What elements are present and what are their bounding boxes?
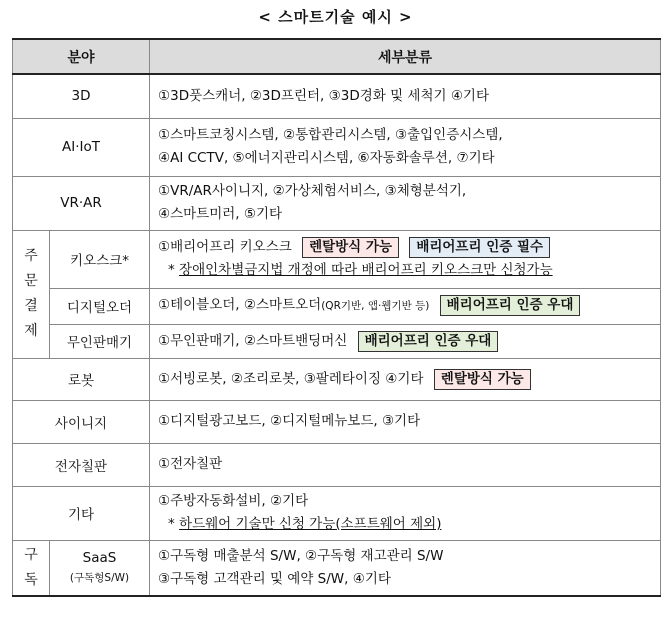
rental-badge: 렌탈방식 가능	[434, 369, 531, 390]
unmanned-items: ①무인판매기, ②스마트밴딩머신	[158, 332, 348, 349]
barrier-free-preferred-badge: 배리어프리 인증 우대	[358, 331, 499, 352]
detail-line: ④스마트미러, ⑤기타	[158, 206, 283, 222]
vertical-char: 제	[24, 323, 38, 339]
vertical-char: 결	[24, 298, 38, 314]
detail-line	[158, 236, 660, 259]
table-row	[13, 230, 661, 288]
vertical-char: 구	[24, 546, 38, 563]
table-row	[13, 400, 661, 443]
vertical-char: 문	[24, 273, 38, 289]
table-row	[13, 324, 661, 358]
kiosk-note	[158, 259, 660, 282]
barrier-free-required-badge: 배리어프리 인증 필수	[409, 237, 550, 258]
note-text: 장애인차별금지법 개정에 따라 배리어프리 키오스크만 신청가능	[179, 262, 553, 278]
detail-etc	[150, 486, 661, 540]
category-aiot: AI·IoT	[13, 118, 150, 176]
vertical-char: 주	[24, 248, 38, 264]
saas-label: SaaS	[82, 549, 117, 566]
table-row	[13, 443, 661, 486]
table-row	[13, 486, 661, 540]
category-digital-order: 디지털오더	[50, 288, 150, 324]
table-row	[13, 358, 661, 400]
detail-unmanned	[150, 324, 661, 358]
category-saas	[50, 540, 150, 596]
table-row	[13, 540, 661, 596]
note-marker: *	[168, 262, 175, 278]
table-row	[13, 74, 661, 118]
robot-items: ①서빙로봇, ②조리로봇, ③팔레타이징 ④기타	[158, 370, 424, 387]
category-subscription	[13, 540, 50, 596]
note-text: 하드웨어 기술만 신청 가능(소프트웨어 제외)	[179, 516, 442, 532]
detail-line: ③구독형 고객관리 및 예약 S/W, ④기타	[158, 570, 391, 587]
category-order-payment	[13, 230, 50, 358]
detail-3d: ①3D풋스캐너, ②3D프린터, ③3D경화 및 세척기 ④기타	[150, 74, 661, 118]
detail-aiot	[150, 118, 661, 176]
detail-saas	[150, 540, 661, 596]
detail-vrar	[150, 176, 661, 230]
etc-note	[158, 513, 660, 536]
detail-signage: ①디지털광고보드, ②디지털메뉴보드, ③기타	[150, 400, 661, 443]
page-title: < 스마트기술 예시 >	[258, 8, 413, 26]
detail-digital-order	[150, 288, 661, 324]
category-robot: 로봇	[13, 358, 150, 400]
detail-e-board: ①전자칠판	[150, 443, 661, 486]
kiosk-item: ①배리어프리 키오스크	[158, 239, 292, 255]
header-detail: 세부분류	[150, 39, 661, 74]
category-vrar: VR·AR	[13, 176, 150, 230]
category-e-board: 전자칠판	[13, 443, 150, 486]
detail-kiosk	[150, 230, 661, 288]
category-signage: 사이니지	[13, 400, 150, 443]
note-marker: *	[168, 516, 175, 532]
detail-line: ①주방자동화설비, ②기타	[158, 493, 309, 509]
table-row	[13, 118, 661, 176]
category-kiosk: 키오스크*	[50, 230, 150, 288]
table-row	[13, 176, 661, 230]
digital-order-sub: (QR기반, 앱·웹기반 등)	[321, 300, 430, 312]
detail-robot	[150, 358, 661, 400]
table-row	[13, 288, 661, 324]
table-header-row	[13, 39, 661, 74]
smart-tech-table	[12, 38, 661, 597]
category-unmanned: 무인판매기	[50, 324, 150, 358]
rental-badge: 렌탈방식 가능	[302, 237, 399, 258]
barrier-free-preferred-badge: 배리어프리 인증 우대	[440, 295, 581, 316]
digital-order-items: ①테이블오더, ②스마트오더	[158, 297, 322, 313]
detail-line: ④AI CCTV, ⑤에너지관리시스템, ⑥자동화솔루션, ⑦기타	[158, 150, 495, 166]
detail-line: ①VR/AR사이니지, ②가상체험서비스, ③체형분석기,	[158, 183, 467, 199]
vertical-char: 독	[24, 571, 38, 588]
header-field: 분야	[13, 39, 150, 74]
detail-line: ①구독형 매출분석 S/W, ②구독형 재고관리 S/W	[158, 547, 444, 564]
saas-sub-label: (구독형S/W)	[69, 571, 130, 584]
category-3d: 3D	[13, 74, 150, 118]
detail-line: ①스마트코칭시스템, ②통합관리시스템, ③출입인증시스템,	[158, 127, 503, 143]
category-etc: 기타	[13, 486, 150, 540]
